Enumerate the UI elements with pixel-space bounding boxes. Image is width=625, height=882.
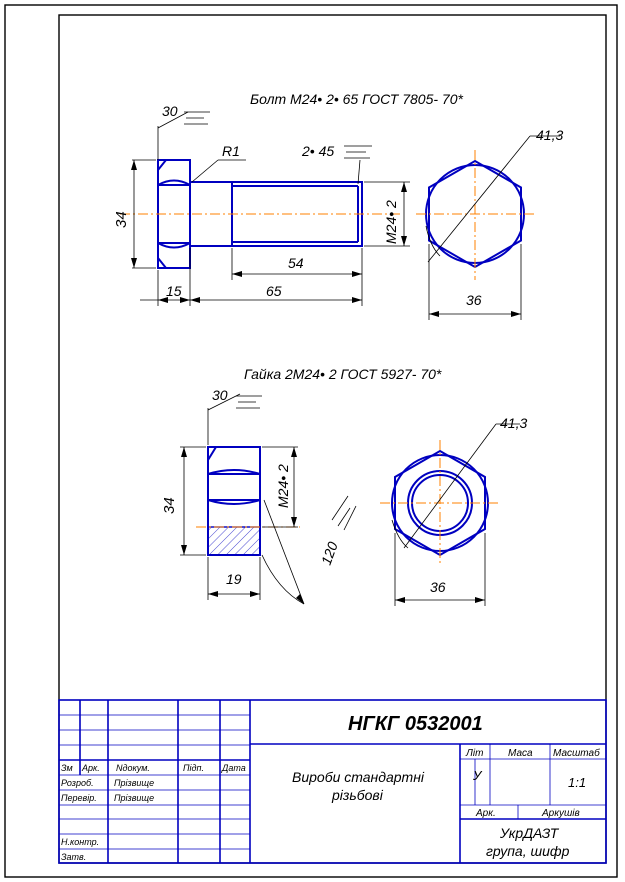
row-check-name: Прізвище <box>114 793 155 803</box>
bolt-side-view <box>120 160 400 268</box>
nut-across-flats: 36 <box>430 579 446 595</box>
bolt-head-len: 15 <box>166 283 182 299</box>
col-zm: Зм <box>61 763 73 773</box>
col-date: Дата <box>222 763 246 773</box>
nut-dimensions <box>161 387 356 604</box>
col-ark: Арк. <box>82 763 100 773</box>
nut-end-view <box>380 415 527 606</box>
nut-drawing <box>161 366 527 606</box>
scale-value: 1:1 <box>568 775 587 790</box>
nut-angle-dim: 120 <box>317 539 341 568</box>
bolt-total-len: 65 <box>266 283 282 299</box>
lit-header: Літ <box>466 748 484 759</box>
row-check: Перевір. <box>61 793 97 803</box>
bolt-across-flats: 36 <box>466 292 482 308</box>
nut-height-dim: 34 <box>161 497 178 514</box>
bolt-thread-len: 54 <box>288 255 304 271</box>
title-block <box>59 700 606 863</box>
nut-face-arc <box>208 470 260 504</box>
doc-code: НГКГ 0532001 <box>348 713 483 735</box>
nut-title: Гайка 2М24• 2 ГОСТ 5927- 70* <box>244 366 442 382</box>
row-appr: Затв. <box>61 852 87 862</box>
bolt-thread-dim: М24• 2 <box>383 200 399 244</box>
doc-name-1: Вироби стандартні <box>292 769 425 785</box>
row-dev-name: Прізвище <box>114 778 155 788</box>
bolt-height-dim: 34 <box>113 211 130 228</box>
col-ndoc: Nдокум. <box>116 763 150 773</box>
lit-value: У <box>473 768 482 783</box>
row-dev: Розроб. <box>61 778 94 788</box>
bolt-title: Болт М24• 2• 65 ГОСТ 7805- 70* <box>250 91 463 107</box>
nut-thread-dim: М24• 2 <box>275 464 291 508</box>
bolt-chamfer-angle: 30 <box>162 103 178 119</box>
group-code: група, шифр <box>486 843 570 859</box>
nut-chamfer-top <box>208 447 216 460</box>
col-sign: Підп. <box>183 763 204 773</box>
mass-header: Маса <box>508 748 533 759</box>
row-nctrl: Н.контр. <box>61 837 100 847</box>
sheets-label: Аркушів <box>542 808 580 819</box>
bolt-drawing <box>113 91 563 320</box>
bolt-thread-chamfer: 2• 45 <box>302 143 335 159</box>
sheet-border <box>5 5 617 877</box>
bolt-end-view <box>416 127 563 320</box>
nut-thickness: 19 <box>226 571 242 587</box>
scale-header: Масштаб <box>553 748 600 759</box>
doc-name-2: різьбові <box>332 787 383 803</box>
org-name: УкрДАЗТ <box>500 825 559 841</box>
sheet-label: Арк. <box>476 808 496 819</box>
bolt-across-corners: 41,3 <box>536 127 564 143</box>
nut-across-corners: 41,3 <box>500 415 528 431</box>
nut-section-hatch <box>208 527 260 555</box>
bolt-radius: R1 <box>222 143 240 159</box>
nut-chamfer-angle: 30 <box>212 387 228 403</box>
